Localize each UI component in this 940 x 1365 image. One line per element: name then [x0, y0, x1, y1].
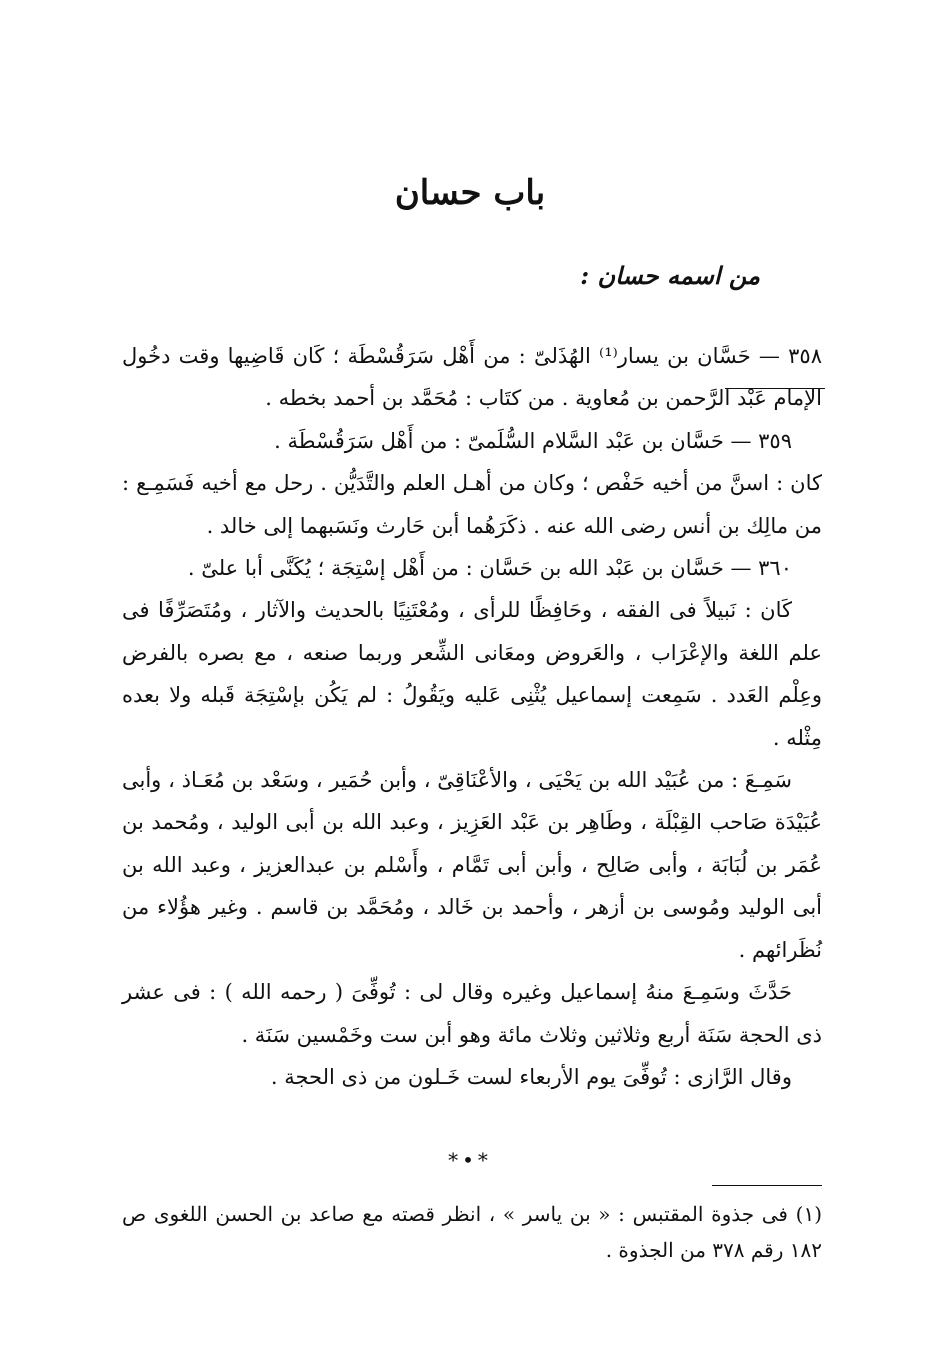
entry-360-death: حَدَّثَ وسَمِـعَ منهُ إسماعيل وغيره وقال لى : تُوفِّىَ ( رحمه الله ) : فى عشر ذى الحجة سَنَة أربع وثلاثين وثلاث مائة وهو أبن ست وخَمْسين سَنَة . — [122, 980, 822, 1047]
entry-360-razi-note: وقال الرَّازى : تُوفِّىَ يوم الأربعاء لست خَـلون من ذى الحجة . — [270, 1064, 792, 1089]
entry-359-body: كان : اسنَّ من أخيه حَفْص ؛ وكان من أهـل العلم والتَّدَيُّن . رحل مع أخيه فَسَمِـع : من مالِك بن أنس رضى الله عنه . ذكَرَهُما أبن حَارث ونَسَبهما إلى خالد . — [122, 471, 822, 538]
chapter-title: باب حسان — [394, 173, 546, 213]
entry-360-teachers: سَمِـعَ : من عُبَيْد الله بن يَحْيَى ، والأعْنَاقِىّ ، وأبن حُمَير ، وسَعْد بن مُعَـاذ ، وأبى عُبَيْدَة صَاحب القِبْلَة ، وطَاهِر بن عَبْد العَزِيز ، وعبد الله بن أبى الوليد ، ومُحمد بن عُمَر بن لُبَابَة ، وأبى صَالِح ، وأبن أبى تَمَّام ، وأَسْلم بن عبدالعزيز ، وعبد الله بن أبى الوليد ومُوسى بن أزهر ، وأحمد بن خَالد ، ومُحَمَّد بن قاسم . وغير هؤُلاء من نُظَرائهم . — [122, 768, 822, 962]
entry-360-description: كَان : نَبيلاً فى الفقه ، وحَافِظًا للرأى ، ومُعْتَنِيًا بالحديث والآثار ، ومُتَصَرِّفًا فى علم اللغة والإعْرَاب ، والعَروض ومعَانى الشِّعر وربما صنعه ، مع بصره بالفرض وعِلْم العَدد . سَمِعت إسماعيل يُثْنِى عَليه ويَقُولُ : لم يَكُن بإسْتِجَة قَبله ولا بعده مِثْله . — [122, 598, 822, 750]
entry-359-heading: ٣٥٩ — حَسَّان بن عَبْد السَّلام السُّلَمىّ : من أَهْل سَرَقُسْطَة . — [274, 428, 792, 453]
section-end-ornament: *•* — [448, 1148, 492, 1172]
footnote-divider — [712, 1185, 822, 1186]
entry-358: ٣٥٨ — حَسَّان بن يسار⁽¹⁾ الهُذَلىّ : من أَهْل سَرَقُسْطَة ؛ كَان قَاضِيها وقت دخُول الإمام عَبْد الرَّحمن بن مُعاوية . من كتَاب : مُحَمَّد بن أحمد بخطه . — [122, 344, 822, 411]
entry-360-heading: ٣٦٠ — حَسَّان بن عَبْد الله بن حَسَّان : من أَهْل إسْتِجَة ؛ يُكَنَّى أبا علىّ . — [187, 556, 792, 581]
footnote-1: (١) فى جذوة المقتبس : « بن ياسر » ، انظر قصته مع صاعد بن الحسن اللغوى ص ١٨٢ رقم ٣٧٨ من الجذوة . — [122, 1202, 822, 1262]
main-text — [122, 335, 822, 1098]
handwritten-note: من اسمه حسان : — [580, 261, 760, 290]
